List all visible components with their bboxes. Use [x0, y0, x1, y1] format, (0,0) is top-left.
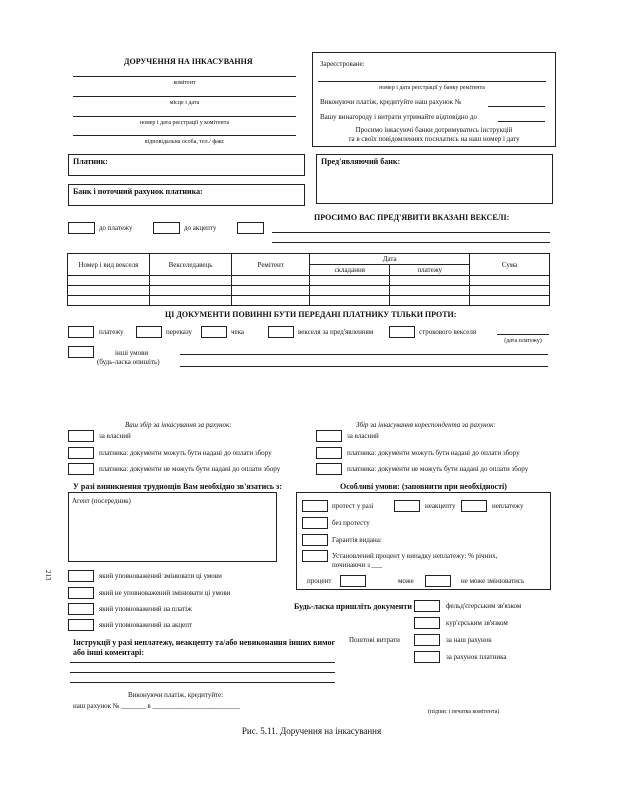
request-payment-checkbox[interactable] [68, 222, 95, 234]
instructions-line-3[interactable] [70, 682, 335, 683]
responsible-caption: відповідальна особа, тел./ факс [144, 139, 225, 145]
col-date-header: Дата [310, 254, 470, 265]
corr-fee-title: Збір за інкасування кореспондента за рахунок: [356, 421, 496, 429]
payer-bank-label: Банк і поточний рахунок платника: [73, 187, 203, 196]
reg-bank-line[interactable] [318, 81, 546, 82]
may-not-checkbox[interactable] [425, 575, 451, 587]
protest-label: протест у разі [332, 502, 374, 510]
col-pay-header: платежу [390, 265, 470, 276]
contact-opt4-label: який уповноважений на акцепт [99, 621, 193, 629]
form-title: ДОРУЧЕННЯ НА ІНКАСУВАННЯ [124, 57, 253, 66]
delivery-transfer-label: переказу [166, 328, 192, 336]
signature-caption: (підпис і печатка комітента) [428, 709, 500, 715]
guarantee-checkbox[interactable] [302, 534, 328, 546]
request-line-2[interactable] [272, 242, 550, 243]
fees-label: Вашу винагороду і витрати утримайте відповідно до [320, 113, 477, 121]
contact-opt1-checkbox[interactable] [68, 570, 94, 582]
col-drawer-header: Векселедавець [149, 254, 231, 276]
contact-opt3-checkbox[interactable] [68, 603, 94, 615]
payment-account-label: Виконуючи платіж, кредитуйте наш рахунок № [320, 98, 462, 106]
payment-date-caption: (дата платежу) [504, 338, 542, 344]
our-account-checkbox[interactable] [414, 634, 440, 646]
contact-opt1-label: який уповноважений змінювати ці умови [99, 572, 222, 580]
payer-account-checkbox[interactable] [414, 651, 440, 663]
table-row[interactable] [68, 276, 550, 286]
courier-checkbox[interactable] [414, 617, 440, 629]
request-title: ПРОСИМО ВАС ПРЕД'ЯВИТИ ВКАЗАНІ ВЕКСЕЛІ: [314, 213, 510, 222]
delivery-term-bill-label: строкового векселя [419, 328, 477, 336]
special-title: Особливі умови: (заповнити при необхідності) [340, 482, 507, 491]
fee-payer-can-label: платника: документи можуть бути надані до оплати збору [99, 449, 272, 457]
fee-payer-cannot-checkbox[interactable] [68, 463, 94, 475]
delivery-payment-checkbox[interactable] [68, 326, 94, 338]
fee-payer-can-checkbox[interactable] [68, 447, 94, 459]
payment-date-line[interactable] [497, 334, 549, 335]
table-row[interactable] [68, 286, 550, 296]
col-sum-header: Сума [470, 254, 550, 276]
payment-account-line[interactable] [488, 106, 545, 107]
bills-table [67, 253, 550, 306]
courier-label: кур'єрським зв'язком [446, 619, 508, 627]
instructions-line-2[interactable] [70, 672, 335, 673]
instructions-line-1[interactable] [70, 662, 335, 663]
delivery-check-label: чека [231, 328, 245, 336]
feldsher-label: фельд'єгерським зв'язком [446, 602, 522, 610]
nonaccept-label: неакцепту [425, 502, 456, 510]
nonpay-checkbox[interactable] [461, 500, 487, 512]
percent-checkbox[interactable] [302, 550, 328, 562]
contact-opt2-label: який не уповноважений змінювати ці умови [99, 589, 231, 597]
page-number: 213 [44, 570, 52, 581]
committent-line[interactable] [73, 76, 296, 77]
delivery-payment-label: платежу [99, 328, 124, 336]
corr-fee-own-checkbox[interactable] [316, 430, 342, 442]
delivery-bill-demand-checkbox[interactable] [268, 326, 294, 338]
other-conditions-line-2[interactable] [180, 366, 548, 367]
request-other-checkbox[interactable] [237, 222, 264, 234]
percent-label-1: Установлений процент у випадку неплатежу: % річних, [332, 552, 498, 560]
guarantee-label: Гарантія видана: [332, 536, 382, 544]
ask-line-2: та в своїх повідомленнях посилатись на наш номер і дату [348, 135, 520, 143]
nonaccept-checkbox[interactable] [394, 500, 420, 512]
committent-caption: комітент [173, 80, 196, 86]
no-protest-checkbox[interactable] [302, 517, 328, 529]
corr-fee-payer-can-checkbox[interactable] [316, 447, 342, 459]
place-date-line[interactable] [73, 96, 296, 97]
may-not-label: не може змінюватись [461, 577, 525, 585]
contact-opt3-label: який уповноважений на платіж [99, 605, 192, 613]
agent-label: Агент (посередник) [72, 497, 131, 505]
delivery-check-checkbox[interactable] [201, 326, 227, 338]
credit-label: Виконуючи платіж, кредитуйте: [128, 691, 224, 699]
ask-line-1: Просимо інкасуючі банки дотримуватись інструкцій [355, 126, 513, 134]
our-fee-title: Ваш збір за інкасування за рахунок: [125, 421, 232, 429]
payer-label: Платник: [73, 157, 108, 166]
request-line-1[interactable] [272, 232, 550, 233]
fee-payer-cannot-label: платника: документи не можуть бути надані до оплати збору [99, 465, 281, 473]
fee-own-checkbox[interactable] [68, 430, 94, 442]
payer-account-label: за рахунок платника [446, 653, 507, 661]
nonpay-label: неплатежу [492, 502, 524, 510]
responsible-line[interactable] [73, 135, 296, 136]
reg-line[interactable] [73, 116, 296, 117]
col-number-header: Номер і вид векселя [68, 254, 150, 276]
place-date-caption: місце і дата [169, 100, 200, 106]
instructions-label-2: або інші коментарі: [73, 648, 145, 657]
contact-opt4-checkbox[interactable] [68, 619, 94, 631]
reg-caption: номер і дата реєстрації у комітента [139, 120, 230, 126]
request-accept-checkbox[interactable] [153, 222, 180, 234]
other-conditions-label: інші умови [115, 349, 149, 357]
contact-title: У разі виникнення труднощів Вам необхідно зв'язатись з: [73, 482, 282, 491]
protest-checkbox[interactable] [302, 500, 328, 512]
table-row[interactable] [68, 296, 550, 306]
reg-bank-caption: номер і дата реєстрації у банку ремітента [379, 85, 485, 91]
col-remitter-header: Ремітент [232, 254, 310, 276]
request-accept-label: до акцепту [184, 224, 217, 232]
delivery-other-checkbox[interactable] [68, 346, 94, 358]
instructions-label-1: Інструкції у разі неплатежу, неакцепту та/або невиконання інших вимог [73, 638, 336, 647]
send-label: Будь-ласка пришліть документи [294, 602, 412, 611]
percent-word: процент [307, 577, 332, 585]
other-conditions-line-1[interactable] [180, 354, 548, 355]
delivery-term-bill-checkbox[interactable] [389, 326, 415, 338]
may-label: може [398, 577, 414, 585]
request-payment-label: до платежу [99, 224, 133, 232]
corr-fee-payer-cannot-checkbox[interactable] [316, 463, 342, 475]
postal-label: Поштові витрати [349, 636, 400, 644]
corr-fee-payer-cannot-label: платника: документи не можуть бути надані до оплати збору [347, 465, 529, 473]
contact-opt2-checkbox[interactable] [68, 587, 94, 599]
delivery-title: ЦІ ДОКУМЕНТИ ПОВИННІ БУТИ ПЕРЕДАНІ ПЛАТНИКУ ТІЛЬКИ ПРОТИ: [165, 310, 457, 319]
col-drawn-header: складання [310, 265, 390, 276]
fees-line[interactable] [498, 121, 545, 122]
delivery-bill-demand-label: векселя за пред'явленням [298, 328, 374, 336]
corr-fee-payer-can-label: платника: документи можуть бути надані до оплати збору [347, 449, 520, 457]
feldsher-checkbox[interactable] [414, 600, 440, 612]
percent-value-box[interactable] [340, 575, 366, 587]
no-protest-label: без протесту [332, 519, 370, 527]
fee-own-label: за власний [99, 432, 131, 440]
delivery-transfer-checkbox[interactable] [136, 326, 162, 338]
figure-caption: Рис. 5.11. Доручення на інкасування [241, 726, 382, 736]
credit-account-line[interactable]: наш рахунок № _______ в _________________________ [73, 702, 240, 710]
other-conditions-hint: (будь-ласка опишіть) [97, 358, 160, 366]
our-account-label: за наш рахунок [446, 636, 492, 644]
percent-label-2: починаючи з ___ [332, 561, 383, 569]
corr-fee-own-label: за власний [347, 432, 379, 440]
registered-label: Зареєстроване: [320, 60, 365, 68]
presenting-bank-label: Пред'являючий банк: [321, 157, 401, 166]
